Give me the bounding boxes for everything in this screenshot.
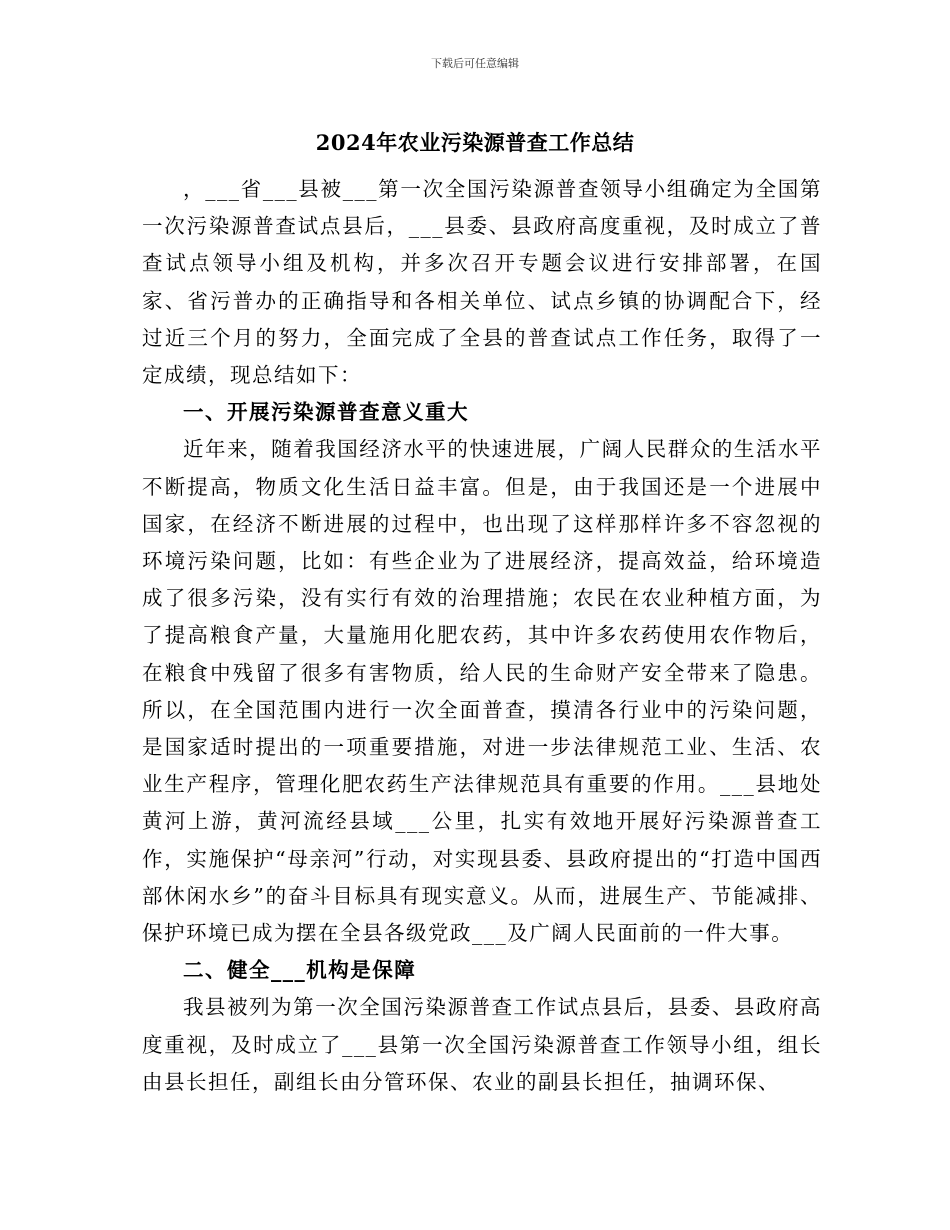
intro-paragraph: ，___省___县被___第一次全国污染源普查领导小组确定为全国第一次污染源普查试点县后，___县委、县政府高度重视，及时成立了普查试点领导小组及机构，并多次召开专题会议进行安排部署，在国家、省污普办的正确指导和各相关单位、试点乡镇的协调配合下，经过近三个月的努力，全面完成了全县的普查试点工作任务，取得了一定成绩，现总结如下： xyxy=(142,177,822,388)
section-heading-1: 一、开展污染源普查意义重大 xyxy=(183,400,469,425)
section-1-paragraph: 近年来，随着我国经济水平的快速进展，广阔人民群众的生活水平不断提高，物质文化生活日益丰富。但是，由于我国还是一个进展中国家，在经济不断进展的过程中，也出现了这样那样许多不容忽视的环境污染问题，比如：有些企业为了进展经济，提高效益，给环境造成了很多污染，没有实行有效的治理措施；农民在农业种植方面，为了提高粮食产量，大量施用化肥农药，其中许多农药使用农作物后，在粮食中残留了很多有害物质，给人民的生命财产安全带来了隐患。所以，在全国范围内进行一次全面普查，摸清各行业中的污染问题，是国家适时提出的一项重要措施，对进一步法律规范工业、生活、农业生产程序，管理化肥农药生产法律规范具有重要的作用。___县地处黄河上游，黄河流经县域___公里，扎实有效地开展好污染源普查工作，实施保护“母亲河”行动，对实现县委、县政府提出的“打造中国西部休闲水乡”的奋斗目标具有现实意义。从而，进展生产、节能减排、保护环境已成为摆在全县各级党政___及广阔人民面前的一件大事。 xyxy=(142,437,822,946)
section-2-paragraph: 我县被列为第一次全国污染源普查工作试点县后，县委、县政府高度重视，及时成立了___县第一次全国污染源普查工作领导小组，组长由县长担任，副组长由分管环保、农业的副县长担任，抽调环保、 xyxy=(142,995,822,1094)
header-note: 下载后可任意编辑 xyxy=(431,57,519,70)
document-title: 2024年农业污染源普查工作总结 xyxy=(315,130,635,155)
document-body xyxy=(142,171,822,1101)
section-heading-2: 二、健全___机构是保障 xyxy=(183,958,417,983)
